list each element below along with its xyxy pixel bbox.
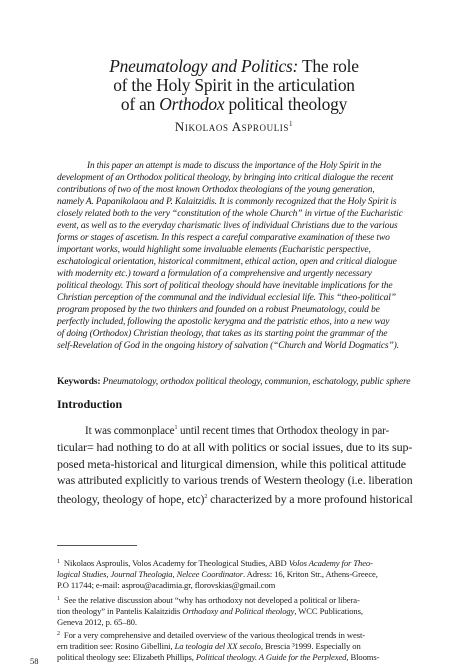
- footnote-run: political theology see: Elizabeth Phillips,: [57, 651, 196, 662]
- abstract-line: forms or stages of ascetism. In this respect a careful comparative examination of these two: [57, 232, 390, 243]
- abstract-line: In this paper an attempt is made to discuss the importance of the Holy Spirit in the: [87, 161, 382, 171]
- footnote-run: See the relative discussion about “why has orthodoxy not developed a political or libera-: [63, 595, 360, 605]
- title-line3-pre: of an: [120, 94, 160, 114]
- abstract-line: closely related both to the very “constitution of the whole Church” in virtue of the Eucharistic: [57, 208, 403, 219]
- footnote-run: tion theology” in Pantelis Kalaitzidis: [57, 605, 183, 616]
- footnote-italic-run: Journal Theologia, Nelcee Coordinator: [110, 568, 243, 579]
- keywords-label: Keywords:: [57, 376, 101, 387]
- footnote-italic-run: logical Studies: [57, 568, 107, 579]
- footnote-line: [57, 641, 415, 652]
- footnote-run: . Adress: 16, Kriton Str., Athens-Greece,: [242, 568, 378, 579]
- abstract-line: of doing (Orthodox) Christian theology, that takes as its starting point the grammar of the: [57, 328, 388, 339]
- abstract-line: with modernity etc.) toward a formulation of a comprehensive and urgently necessary: [57, 268, 372, 279]
- paper-title: [40, 57, 428, 114]
- body-text-run: characterized by a more profound historical: [207, 491, 413, 506]
- keywords-text: Pneumatology, orthodox political theology, communion, eschatology, public sphere: [100, 376, 411, 387]
- footnote-2: [57, 594, 415, 627]
- abstract-line: namely A. Papanikolaou and P. Kalaitzidis. It is commonly recognized that the Holy Spirit is: [57, 196, 397, 207]
- abstract-line: self-Revelation of God in the ongoing history of salvation (“Church and World Dogmatics”).: [57, 340, 399, 351]
- body-text-run: theology, theology of hope, etc): [57, 491, 205, 506]
- body-text-run: It was commonplace: [85, 425, 175, 437]
- footnote-number: 1: [57, 559, 60, 565]
- footnote-run: ³1999. Especially on: [292, 640, 361, 651]
- title-italic-part: Pneumatology and Politics:: [109, 56, 299, 76]
- title-line3-italic: Orthodox: [159, 94, 225, 114]
- footnote-italic-run: Volos Academy for Theo-: [288, 558, 373, 568]
- footnote-run: , WCC Publications,: [294, 605, 363, 616]
- keywords: [57, 376, 417, 387]
- footnote-number: 1: [57, 596, 60, 602]
- footnote-ref: 1: [174, 425, 178, 431]
- title-line-3: [40, 95, 428, 114]
- footnote-1: [57, 557, 415, 590]
- abstract-line: important works, would highlight some invaluable elements (Eucharistic perspective,: [57, 244, 371, 255]
- body-text: [57, 420, 415, 507]
- title-line3-post: political theology: [224, 94, 348, 114]
- footnote-line: Geneva 2012, p. 65–80.: [57, 616, 137, 627]
- abstract-line: development of an Orthodox political theology, by bringing into critical dialogue the recent: [57, 172, 394, 183]
- body-line: posed meta-historical and liturgical dimension, while this political attitude: [57, 456, 407, 471]
- title-line-2: of the Holy Spirit in the articulation: [113, 75, 355, 95]
- abstract-line: program proposed by the two thinkers and founded on a robust Pneumatology, could be: [57, 304, 380, 315]
- abstract-line: political theology. This sort of political theology should have inevitable implications for the: [57, 280, 393, 291]
- body-line: was attributed explicitly to various trends of Western theology (i.e. liberation: [57, 473, 413, 488]
- abstract-line: Christian perception of the communal and the individual ecclesial life. This “theo-political”: [57, 292, 396, 303]
- footnote-run: For a very comprehensive and detailed overview of the various theological trends in west-: [63, 630, 365, 640]
- footnote-line: [57, 652, 415, 663]
- footnote-run: , Blooms-: [346, 651, 380, 662]
- footnote-italic-run: Political theology. A Guide for the Perplexed: [195, 651, 347, 662]
- abstract-line: event, as well as to the everyday charismatic lives of individual Christians due to the various: [57, 220, 398, 231]
- author-footnote-marker: 1: [289, 120, 294, 128]
- author-line: [0, 119, 468, 135]
- footnote-italic-run: La teologia del XX secolo: [174, 640, 261, 651]
- footnote-line: [57, 606, 415, 617]
- footnote-run: , Brescia: [260, 640, 293, 651]
- footnote-run: ern tradition see: Rosino Gibellini,: [57, 640, 175, 651]
- author-name: Nikolaos Asproulis: [174, 119, 289, 134]
- footnote-line: [57, 629, 415, 641]
- abstract-line: perfectly included, following the apostolic kerygma and the patristic ethos, into a new way: [57, 316, 390, 327]
- footnote-run: ,: [106, 568, 111, 579]
- footnote-line: [57, 557, 415, 569]
- footnote-divider: [57, 545, 137, 546]
- footnote-line: P.O 11744; e-mail: asprou@acadimia.gr, florovskias@gmail.com: [57, 579, 276, 590]
- title-line-1: [40, 57, 428, 76]
- footnote-ref: 2: [204, 493, 208, 500]
- abstract: [57, 160, 412, 352]
- footnote-3: [57, 629, 415, 662]
- abstract-line: contributions of two of the most known Orthodox theologians of the young generation,: [57, 184, 375, 195]
- body-line: [57, 489, 415, 507]
- title-rest-part: The role: [298, 56, 359, 76]
- abstract-line: eschatological orientation, historical commitment, ethical action, open and critical dialogue: [57, 256, 397, 267]
- footnote-line: [57, 569, 415, 580]
- section-heading: Introduction: [57, 397, 123, 411]
- footnote-line: [57, 594, 415, 606]
- page-number: 58: [30, 656, 39, 666]
- body-line: [57, 420, 415, 439]
- footnote-italic-run: Orthodoxy and Political theology: [182, 605, 295, 616]
- body-text-run: until recent times that Orthodox theology in par-: [177, 425, 390, 437]
- footnote-run: Nikolaos Asproulis, Volos Academy for Theological Studies, ABD: [63, 558, 289, 568]
- body-line: ticular= had nothing to do at all with politics or social issues, due to its sup-: [57, 440, 413, 455]
- footnote-number: 2: [57, 631, 60, 637]
